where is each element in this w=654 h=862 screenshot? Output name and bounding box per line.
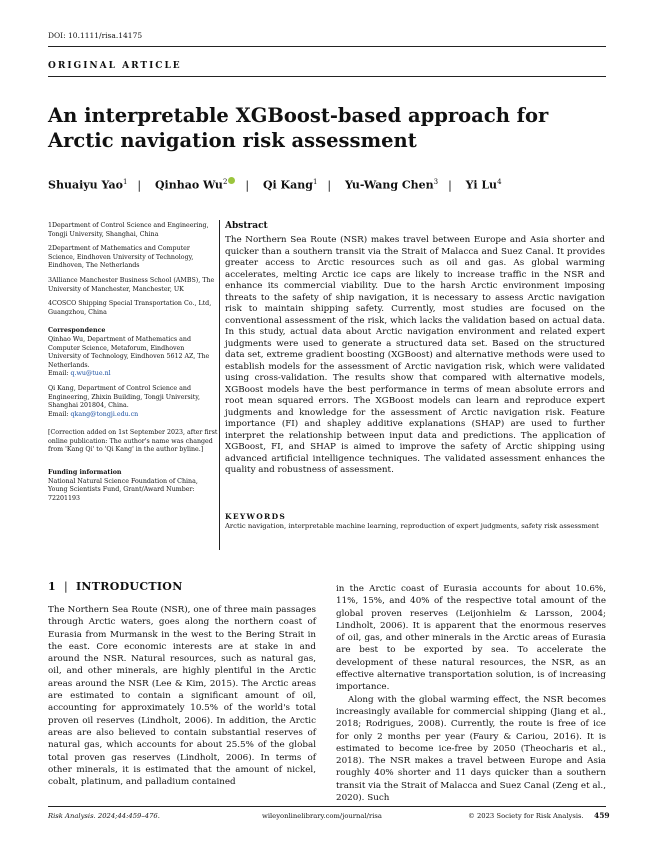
sidebar-info [48, 222, 218, 509]
page-number: 459 [594, 811, 610, 820]
paper-title: An interpretable XGBoost-based approach for Arctic navigation risk assessment [48, 104, 549, 152]
author-name[interactable]: Yi Lu [465, 178, 498, 192]
paragraph: in the Arctic coast of Eurasia accounts for about 10.6%, 11%, 15%, and 40% of the respective total amount of the global proven reserves (Leijonhielm & Larsson, 2004; Lindholt, 2006). It is apparent that the enormous reserves of oil, gas, and other minerals in the Arctic areas of Eurasia are best to be exported by sea. To accelerate the development of these natural resources, the NSR, as an effective alternative transportation solution, is of increasing importance. [336, 584, 606, 693]
affiliation: 4COSCO Shipping Special Transportation Co., Ltd, Guangzhou, China [48, 300, 212, 316]
body-column-2 [336, 583, 606, 804]
top-rule [48, 46, 606, 47]
copyright: © 2023 Society for Risk Analysis. [468, 812, 584, 820]
journal-citation: Risk Analysis. 2024;44:459–476. [48, 812, 160, 820]
kicker-rule [48, 76, 606, 77]
correction-note: [Correction added on 1st September 2023, after first online publication: The author's name was changed from 'Kang Qi' to 'Qi Kang' in the author byline.] [48, 429, 218, 454]
abstract-text: The Northern Sea Route (NSR) makes travel between Europe and Asia shorter and quicker than a southern transit via the Strait of Malacca and Suez Canal. It provides greater access to Arctic resources such as oil and gas. As global warming accelerates, melting Arctic ice caps are likely to increase traffic in the NSR and enhance its commercial viability. Due to the harsh Arctic environment imposing threats to the safety of ship navigation, it is necessary to assess Arctic navigation risk to maintain shipping safety. Currently, most studies are focused on the conventional assessment of the risk, which lacks the validation based on actual data. In this study, actual data about Arctic navigation environment and related expert judgments were used to generate a structured data set. Based on the structured data set, extreme gradient boosting (XGBoost) and alternative methods were used to establish models for the assessment of Arctic navigation risk, which were validated using cross-validation. The results show that compared with alternative models, XGBoost models have the best performance in terms of mean absolute errors and root mean squared errors. The XGBoost models can learn and reproduce expert judgments and knowledge for the assessment of Arctic navigation risk. Feature importance (FI) and shapley additive explanations (SHAP) are used to further interpret the relationship between input data and predictions. The application of XGBoost, FI, and SHAP is aimed to improve the safety of Arctic shipping using advanced artificial intelligence techniques. The validated assessment enhances the quality and robustness of assessment. [225, 235, 605, 475]
footer-rule [48, 806, 606, 807]
funding-text: National Natural Science Foundation of China, Young Scientists Fund, Grant/Award Number: 72201193 [48, 477, 198, 502]
email-link[interactable]: q.wu@tue.nl [70, 370, 111, 378]
paragraph: The Northern Sea Route (NSR), one of three main passages through Arctic waters, goes along the northern coast of Eurasia from Murmansk in the west to the Bering Strait in the east. Core economic interests are at stake in and around the NSR. Natural resources, such as natural gas, oil, and other minerals, are highly plentiful in the Arctic areas around the NSR (Lee & Kim, 2015). The Arctic areas are estimated to contain a significant amount of oil, accounting for approximately 10.5% of the world's total proven oil reserves (Lindholt, 2006). In addition, the Arctic areas are also believed to contain substantial reserves of natural gas, which accounts for about 25.5% of the global total proven gas reserves (Lindholt, 2006). In terms of other minerals, it is estimated that the amount of nickel, cobalt, platinum, and palladium contained [48, 605, 316, 788]
orcid-icon[interactable] [228, 177, 235, 184]
section-number: 1 [48, 580, 56, 593]
column-divider [219, 220, 220, 550]
correspondence-2: Qi Kang, Department of Control Science and Engineering, Zhixin Building, Tongji University, Shanghai 201804, China. [48, 384, 200, 410]
journal-url[interactable]: wileyonlinelibrary.com/journal/risa [262, 812, 382, 820]
body-column-1 [48, 604, 316, 788]
article-type-label: ORIGINAL ARTICLE [48, 61, 182, 71]
correspondence-2-email-line: Email: qkang@tongji.edu.cn [48, 410, 139, 418]
affiliation: 1Department of Control Science and Engineering, Tongji University, Shanghai, China [48, 222, 209, 238]
affiliation: 3Alliance Manchester Business School (AMBS), The University of Manchester, Manchester, UK [48, 276, 215, 293]
abstract-heading: Abstract [225, 221, 268, 231]
doi: DOI: 10.1111/risa.14175 [48, 31, 143, 40]
paragraph: Along with the global warming effect, the NSR becomes increasingly available for commercial shipping (Jiang et al., 2018; Rodrigues, 2008). Currently, the route is free of ice for only 2 months per year (Faury & Cariou, 2016). It is estimated to become ice-free by 2050 (Theocharis et al., 2018). The NSR makes a travel between Europe and Asia roughly 40% shorter and 11 days quicker than a southern transit via the Strait of Malacca and Suez Canal (Zeng et al., 2020). Such [336, 694, 606, 804]
author-name[interactable]: Shuaiyu Yao [48, 178, 123, 192]
correspondence-1-email-line: Email: q.wu@tue.nl [48, 370, 111, 378]
correspondence-1: Qinhao Wu, Department of Mathematics and Computer Science, Metaforum, Eindhoven University of Technology, Eindhoven 5612 AZ, The Netherlands. [48, 335, 210, 369]
section-title: INTRODUCTION [75, 580, 183, 593]
author-name[interactable]: Yu-Wang Chen [344, 178, 434, 192]
section-heading: 1 | INTRODUCTION [48, 580, 183, 593]
affiliation: 2Department of Mathematics and Computer Science, Eindhoven University of Technology, Eindhoven, The Netherlands [48, 245, 194, 270]
email-link[interactable]: qkang@tongji.edu.cn [70, 410, 139, 418]
keywords-text: Arctic navigation, interpretable machine learning, reproduction of expert judgments, safety risk assessment [225, 522, 599, 530]
funding-heading: Funding information [48, 469, 122, 477]
author-name[interactable]: Qi Kang [262, 178, 313, 192]
keywords-heading: KEYWORDS [225, 512, 287, 521]
author-list: Shuaiyu Yao$^1$ | Qinhao Wu$^2$ | Qi Kang$^1$ | Yu-Wang Chen$^3$ | Yi Lu$^4$ [48, 178, 502, 192]
author-name[interactable]: Qinhao Wu [154, 178, 223, 192]
correspondence-heading: Correspondence [48, 327, 106, 335]
